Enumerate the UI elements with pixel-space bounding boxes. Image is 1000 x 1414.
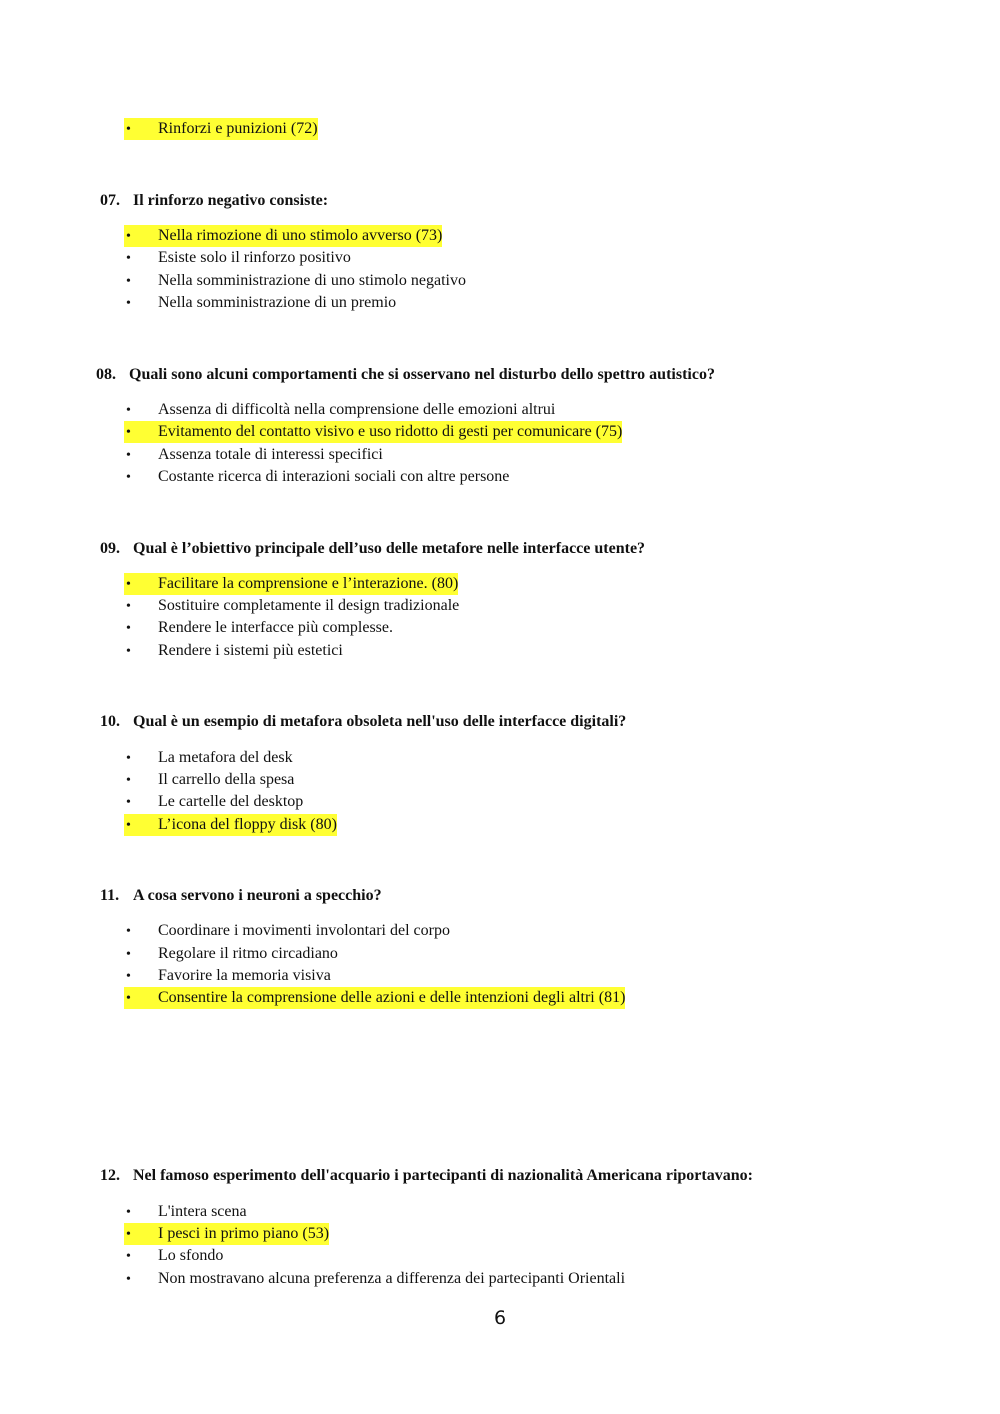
bullet-icon: • <box>126 644 131 659</box>
answer-text: Facilitare la comprensione e l’interazione. (80) <box>158 575 459 592</box>
answer-07-3 <box>124 270 466 292</box>
bullet-icon: • <box>126 274 131 289</box>
answer-text: Nella rimozione di uno stimolo avverso (73) <box>158 227 443 244</box>
answer-text: L'intera scena <box>158 1203 247 1220</box>
answer-text: Rendere le interfacce più complesse. <box>158 619 393 636</box>
answer-text: Consentire la comprensione delle azioni e delle intenzioni degli altri (81) <box>158 989 626 1006</box>
answer-text: Le cartelle del desktop <box>158 793 304 810</box>
bullet-icon: • <box>126 296 131 311</box>
question-number: 12. <box>100 1167 120 1184</box>
bullet-icon: • <box>126 1205 131 1220</box>
question-09 <box>100 539 645 559</box>
page-number: 6 <box>493 1307 507 1329</box>
answer-text: Regolare il ritmo circadiano <box>158 945 338 962</box>
question-10 <box>100 712 626 732</box>
answer-10-4 <box>124 814 337 836</box>
answer-text: Coordinare i movimenti involontari del corpo <box>158 922 450 939</box>
answer-08-1 <box>124 399 555 421</box>
bullet-icon: • <box>126 577 131 592</box>
answer-text: Nella somministrazione di un premio <box>158 294 397 311</box>
question-12 <box>100 1166 753 1186</box>
answer-text: Non mostravano alcuna preferenza a differenza dei partecipanti Orientali <box>158 1270 626 1287</box>
question-08 <box>96 365 715 385</box>
answer-07-1 <box>124 225 442 247</box>
answer-text: L’icona del floppy disk (80) <box>158 816 337 833</box>
answer-text: La metafora del desk <box>158 749 293 766</box>
answer-07-4 <box>124 292 396 314</box>
question-07 <box>100 191 328 211</box>
bullet-icon: • <box>126 448 131 463</box>
question-text: Il rinforzo negativo consiste: <box>133 192 329 209</box>
question-number: 07. <box>100 192 120 209</box>
answer-text: Nella somministrazione di uno stimolo negativo <box>158 272 466 289</box>
answer-10-2 <box>124 769 294 791</box>
answer-text: Assenza totale di interessi specifici <box>158 446 383 463</box>
answer-08-2 <box>124 421 622 443</box>
bullet-icon: • <box>126 425 131 440</box>
bullet-icon: • <box>126 773 131 788</box>
bullet-icon: • <box>126 1249 131 1264</box>
answer-text: Rendere i sistemi più estetici <box>158 642 343 659</box>
question-number: 11. <box>100 887 120 904</box>
answer-10-3 <box>124 791 303 813</box>
answer-12-1 <box>124 1201 247 1223</box>
bullet-icon: • <box>126 599 131 614</box>
question-number: 08. <box>96 366 116 383</box>
bullet-icon: • <box>126 470 131 485</box>
bullet-icon: • <box>126 947 131 962</box>
bullet-icon: • <box>126 991 131 1006</box>
answer-text: I pesci in primo piano (53) <box>158 1225 330 1242</box>
answer-08-3 <box>124 444 383 466</box>
answer-12-3 <box>124 1245 223 1267</box>
question-text: Quali sono alcuni comportamenti che si osservano nel disturbo dello spettro autistico? <box>129 366 715 383</box>
top-answer-item <box>124 118 318 140</box>
answer-text: Lo sfondo <box>158 1247 224 1264</box>
bullet-icon: • <box>126 229 131 244</box>
answer-09-3 <box>124 617 393 639</box>
bullet-icon: • <box>126 969 131 984</box>
answer-09-4 <box>124 640 343 662</box>
bullet-icon: • <box>126 1227 131 1242</box>
answer-text: Evitamento del contatto visivo e uso ridotto di gesti per comunicare (75) <box>158 423 623 440</box>
bullet-icon: • <box>126 751 131 766</box>
answer-text: Rinforzi e punizioni (72) <box>158 120 318 137</box>
answer-text: Assenza di difficoltà nella comprensione delle emozioni altrui <box>158 401 556 418</box>
question-number: 10. <box>100 713 120 730</box>
answer-text: Sostituire completamente il design tradizionale <box>158 597 460 614</box>
answer-09-2 <box>124 595 459 617</box>
question-text: Nel famoso esperimento dell'acquario i partecipanti di nazionalità Americana riportavano: <box>133 1167 753 1184</box>
bullet-icon: • <box>126 924 131 939</box>
answer-text: Costante ricerca di interazioni sociali con altre persone <box>158 468 510 485</box>
bullet-icon: • <box>126 818 131 833</box>
answer-09-1 <box>124 573 458 595</box>
bullet-icon: • <box>126 795 131 810</box>
bullet-icon: • <box>126 122 131 137</box>
answer-11-3 <box>124 965 331 987</box>
answer-11-4 <box>124 987 625 1009</box>
answer-text: Favorire la memoria visiva <box>158 967 331 984</box>
answer-12-4 <box>124 1268 625 1290</box>
answer-text: Esiste solo il rinforzo positivo <box>158 249 351 266</box>
answer-text: Il carrello della spesa <box>158 771 295 788</box>
bullet-icon: • <box>126 1272 131 1287</box>
bullet-icon: • <box>126 251 131 266</box>
answer-07-2 <box>124 247 351 269</box>
question-text: Qual è un esempio di metafora obsoleta nell'uso delle interfacce digitali? <box>133 713 627 730</box>
question-11 <box>100 886 382 906</box>
bullet-icon: • <box>126 403 131 418</box>
bullet-icon: • <box>126 621 131 636</box>
answer-12-2 <box>124 1223 329 1245</box>
answer-11-2 <box>124 943 338 965</box>
question-text: Qual è l’obiettivo principale dell’uso delle metafore nelle interfacce utente? <box>133 540 646 557</box>
question-text: A cosa servono i neuroni a specchio? <box>133 887 382 904</box>
answer-11-1 <box>124 920 450 942</box>
question-number: 09. <box>100 540 120 557</box>
answer-08-4 <box>124 466 509 488</box>
answer-10-1 <box>124 747 293 769</box>
